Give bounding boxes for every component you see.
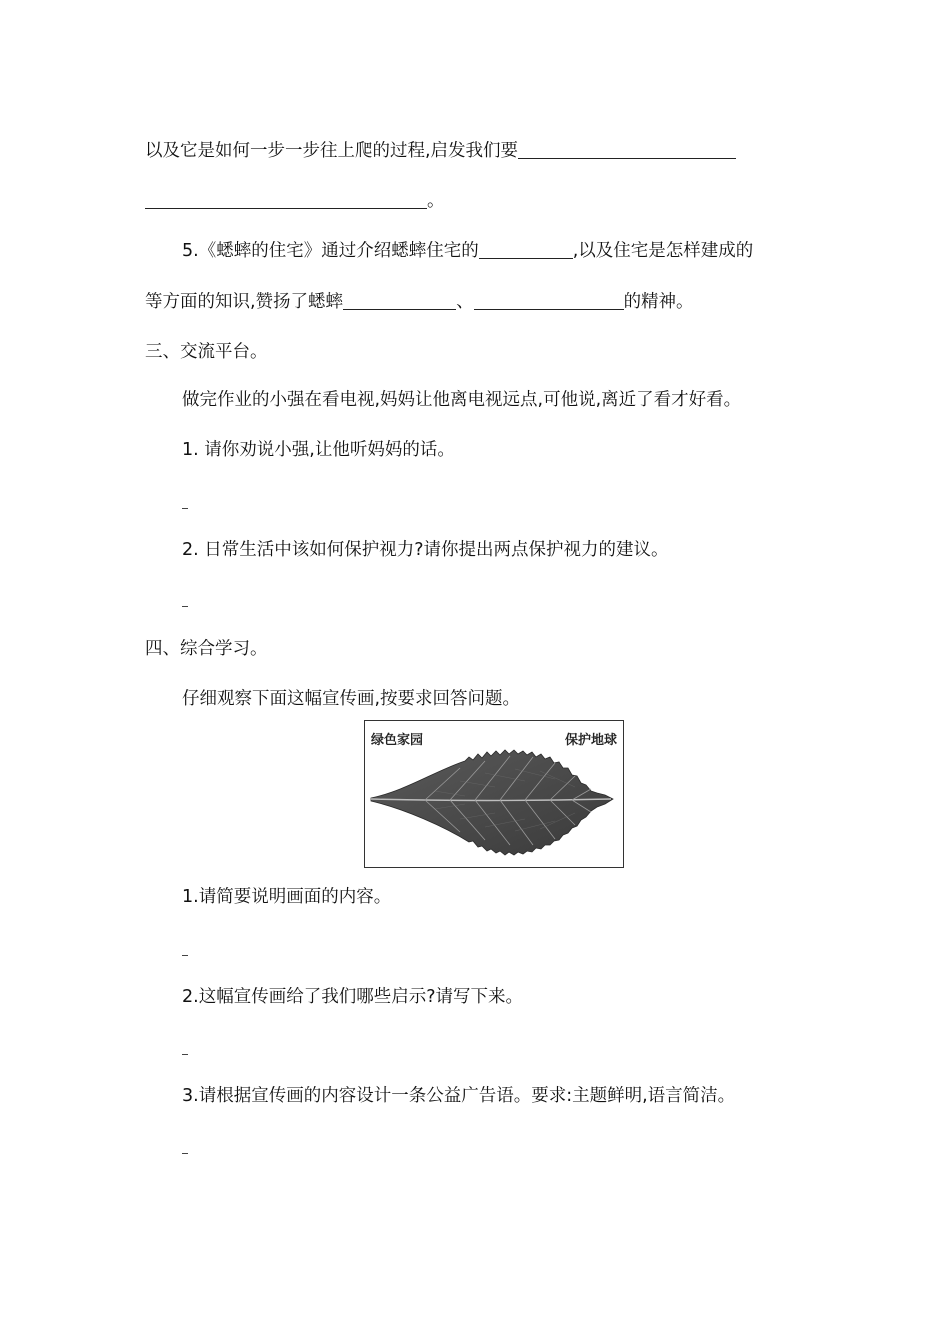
answer-line[interactable]	[182, 955, 188, 956]
answer-blank[interactable]	[343, 293, 456, 310]
answer-blank[interactable]	[145, 192, 427, 209]
section4-q1: 1.请简要说明画面的内容。	[182, 887, 392, 907]
q5-line2	[145, 290, 694, 314]
q5-text-3: 等方面的知识,赞扬了蟋蟀	[145, 292, 344, 312]
answer-line[interactable]	[182, 606, 188, 607]
poster-right-caption: 保护地球	[564, 733, 617, 748]
section4-heading: 四、综合学习。	[145, 639, 268, 659]
section3-q1: 1. 请你劝说小强,让他听妈妈的话。	[182, 440, 455, 460]
q5-line1	[182, 239, 753, 263]
q4-continuation-line2	[145, 189, 445, 213]
answer-line[interactable]	[182, 1054, 188, 1055]
section3-heading: 三、交流平台。	[145, 342, 268, 362]
q5-sep: 、	[456, 292, 474, 312]
q4-continuation	[145, 139, 736, 163]
q4-end: 。	[427, 191, 445, 211]
answer-blank[interactable]	[518, 142, 736, 159]
q5-text-4: 的精神。	[623, 292, 694, 312]
section4-intro: 仔细观察下面这幅宣传画,按要求回答问题。	[182, 689, 521, 709]
q5-text-1: 5.《蟋蟀的住宅》通过介绍蟋蟀住宅的	[182, 241, 479, 261]
answer-blank[interactable]	[474, 293, 624, 310]
section3-q2: 2. 日常生活中该如何保护视力?请你提出两点保护视力的建议。	[182, 540, 669, 560]
section4-q2: 2.这幅宣传画给了我们哪些启示?请写下来。	[182, 987, 523, 1007]
answer-line[interactable]	[182, 1153, 188, 1154]
answer-line[interactable]	[182, 508, 188, 509]
poster	[364, 720, 624, 868]
poster-left-caption: 绿色家园	[371, 733, 424, 748]
section3-intro: 做完作业的小强在看电视,妈妈让他离电视远点,可他说,离近了看才好看。	[182, 390, 742, 410]
section4-q3: 3.请根据宣传画的内容设计一条公益广告语。要求:主题鲜明,语言简洁。	[182, 1086, 736, 1106]
q4-text: 以及它是如何一步一步往上爬的过程,启发我们要	[145, 141, 519, 161]
leaf-icon	[365, 721, 623, 867]
q5-text-2: ,以及住宅是怎样建成的	[572, 241, 754, 261]
answer-blank[interactable]	[479, 242, 573, 259]
